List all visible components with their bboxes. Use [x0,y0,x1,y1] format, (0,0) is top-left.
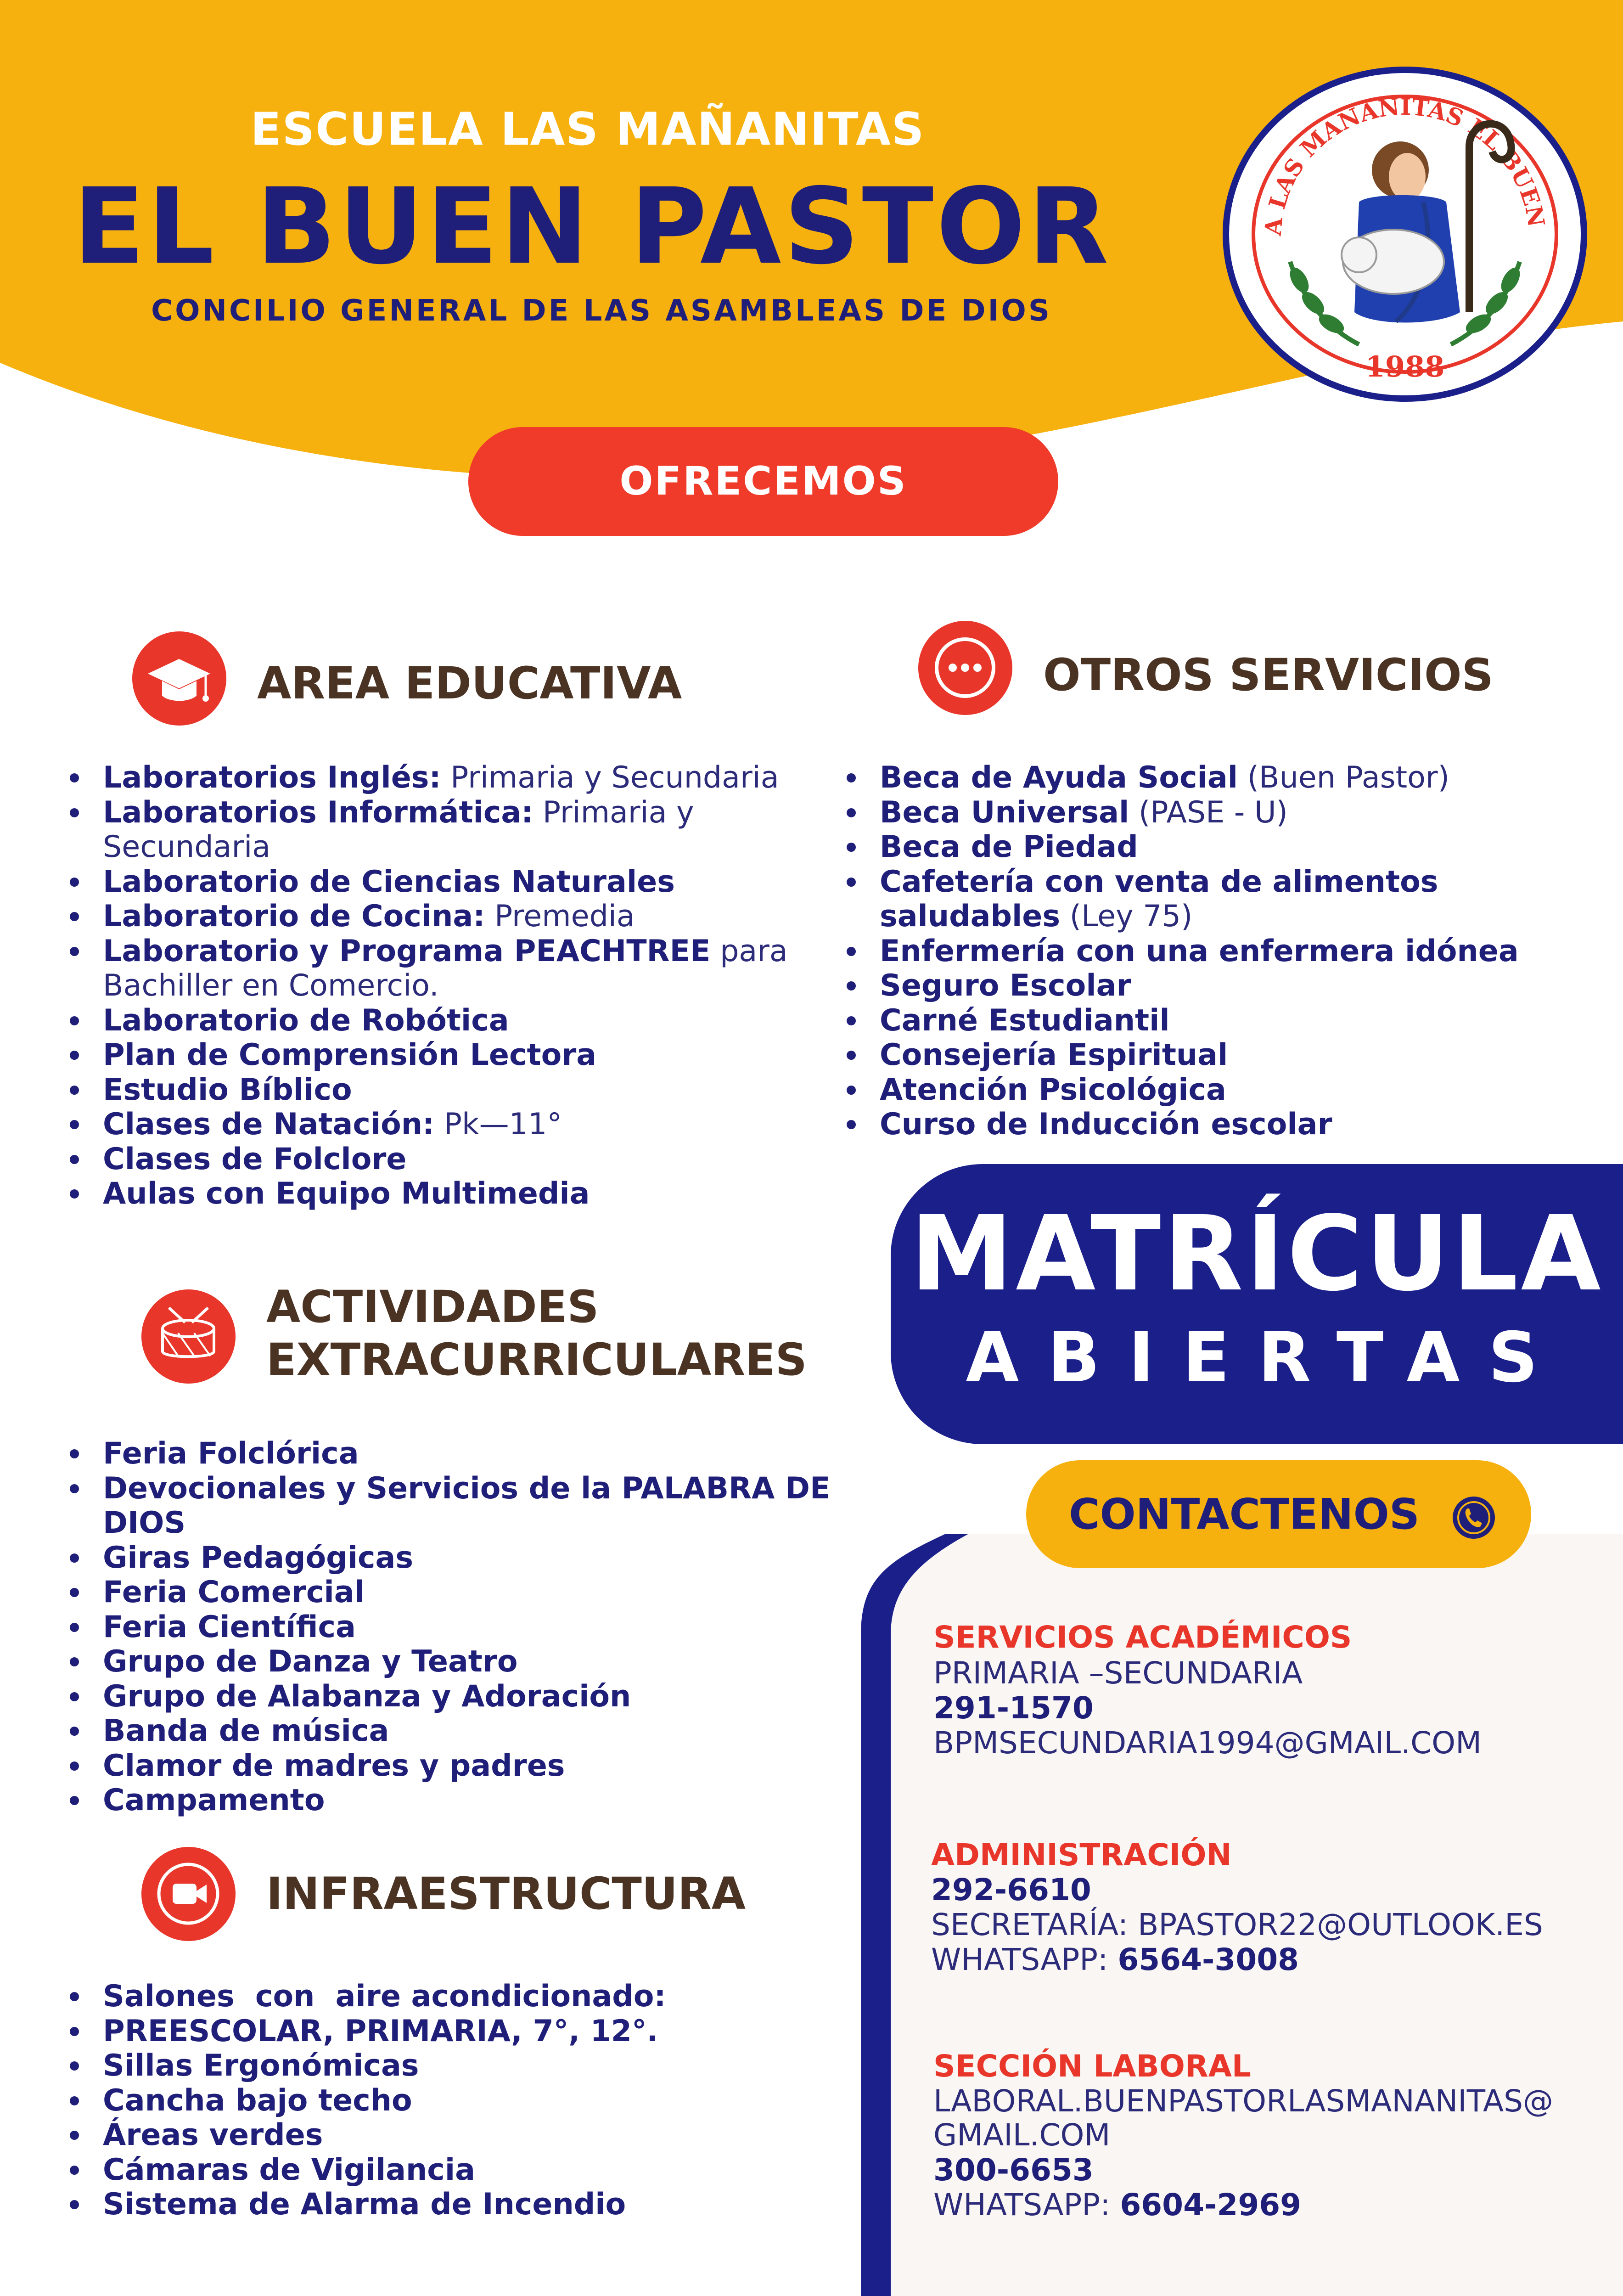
list-item: Salones con aire acondicionado: [65,1979,809,2014]
list-item: Laboratorio de Cocina: Premedia [65,899,809,934]
administracion-heading: ADMINISTRACIÓN [931,1837,1232,1873]
list-item: Cancha bajo techo [65,2083,809,2118]
extracurriculares-title-1: ACTIVIDADES [266,1281,599,1333]
administracion-phone[interactable]: 292-6610 [931,1872,1091,1908]
list-item: Clases de Folclore [65,1142,809,1177]
academicos-level: PRIMARIA –SECUNDARIA [933,1655,1303,1691]
list-item: Sistema de Alarma de Incendio [65,2187,809,2222]
list-item: Grupo de Alabanza y Adoración [65,1679,855,1714]
logo-year: 1988 [1365,350,1445,383]
list-item: Campamento [65,1783,855,1818]
school-logo [1221,64,1589,404]
video-camera-icon [141,1847,236,1941]
laboral-email-line1[interactable]: LABORAL.BUENPASTORLASMANANITAS@ [933,2083,1554,2119]
list-item: Laboratorios Informática: Primaria y Secundaria [65,795,769,865]
school-subtitle: CONCILIO GENERAL DE LAS ASAMBLEAS DE DIOS [151,294,1052,328]
ofrecemos-banner: OFRECEMOS [468,427,1058,536]
laboral-phone[interactable]: 300-6653 [933,2152,1094,2188]
area-educativa-title: AREA EDUCATIVA [257,658,682,709]
phone-icon [1451,1495,1497,1541]
infraestructura-list [65,1979,809,2222]
list-item: Estudio Bíblico [65,1073,809,1108]
list-item: Beca de Ayuda Social (Buen Pastor) [842,760,1604,795]
contactenos-label: CONTACTENOS [1068,1490,1420,1539]
logo-ring-text: A LAS MAÑANITAS EL BUEN [1259,93,1550,237]
laboral-email-line2[interactable]: GMAIL.COM [933,2117,1111,2153]
list-item: Feria Folclórica [65,1436,855,1471]
list-item: Laboratorio de Ciencias Naturales [65,865,809,900]
list-item: Laboratorio y Programa PEACHTREE para Bachiller en Comercio. [65,934,828,1003]
infraestructura-title: INFRAESTRUCTURA [266,1868,746,1919]
drum-icon [141,1289,236,1384]
list-item: Plan de Comprensión Lectora [65,1038,809,1073]
school-name: EL BUEN PASTOR [73,165,1112,287]
list-item: Laboratorio de Robótica [65,1003,809,1038]
list-item: Feria Comercial [65,1575,855,1610]
list-item: Clamor de madres y padres [65,1749,855,1784]
list-item: Áreas verdes [65,2118,809,2153]
otros-servicios-list [842,760,1604,1142]
administracion-secretaria-email[interactable]: SECRETARÍA: BPASTOR22@OUTLOOK.ES [931,1907,1543,1942]
list-item: Atención Psicológica [842,1073,1604,1108]
matricula-title: MATRÍCULA [910,1194,1604,1314]
academicos-phone[interactable]: 291-1570 [933,1690,1094,1726]
extracurriculares-list [65,1436,855,1818]
list-item: Enfermería con una enfermera idónea [842,934,1604,969]
administracion-whatsapp[interactable]: WHATSAPP: 6564-3008 [931,1942,1299,1977]
list-item: Beca Universal (PASE - U) [842,795,1604,830]
list-item: Devocionales y Servicios de la PALABRA DE DIOS [65,1471,855,1541]
list-item: Beca de Piedad [842,830,1604,865]
school-line: ESCUELA LAS MAÑANITAS [250,103,925,156]
more-dots-icon [918,621,1012,715]
list-item: Consejería Espiritual [842,1038,1604,1073]
laboral-heading: SECCIÓN LABORAL [933,2048,1251,2084]
area-educativa-list [65,760,809,1211]
graduation-cap-icon [132,631,226,726]
list-item: Laboratorios Inglés: Primaria y Secundaria [65,760,809,795]
list-item: Cámaras de Vigilancia [65,2153,809,2188]
academicos-heading: SERVICIOS ACADÉMICOS [933,1620,1352,1655]
matricula-subtitle: ABIERTAS [966,1318,1567,1398]
list-item: Banda de música [65,1714,855,1749]
list-item: Carné Estudiantil [842,1003,1604,1038]
otros-servicios-title: OTROS SERVICIOS [1043,649,1494,701]
list-item: Curso de Inducción escolar [842,1107,1604,1142]
extracurriculares-title-2: EXTRACURRICULARES [266,1334,807,1385]
list-item: Clases de Natación: Pk—11° [65,1107,809,1142]
laboral-whatsapp[interactable]: WHATSAPP: 6604-2969 [933,2187,1302,2223]
list-item: Sillas Ergonómicas [65,2048,809,2083]
list-item: Grupo de Danza y Teatro [65,1644,855,1679]
list-item: Cafetería con venta de alimentos saludables (Ley 75) [842,865,1513,934]
academicos-email[interactable]: BPMSECUNDARIA1994@GMAIL.COM [933,1725,1482,1761]
list-item: Giras Pedagógicas [65,1541,855,1576]
list-item: Seguro Escolar [842,968,1604,1003]
list-item: Aulas con Equipo Multimedia [65,1176,809,1211]
list-item: PREESCOLAR, PRIMARIA, 7°, 12°. [65,2014,809,2049]
list-item: Feria Científica [65,1610,855,1645]
